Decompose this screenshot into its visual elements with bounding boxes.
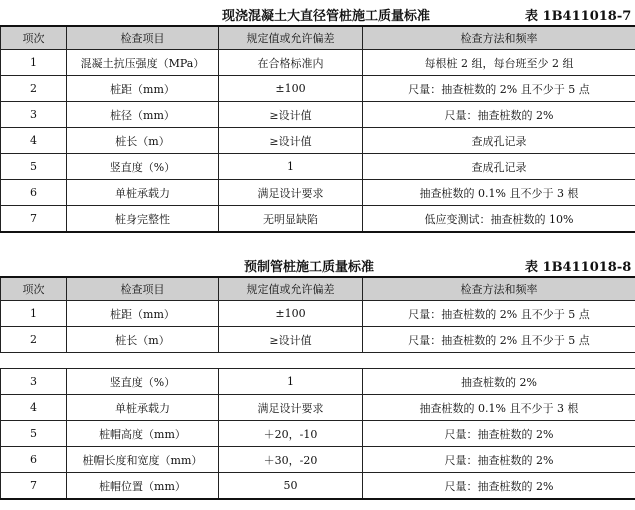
table2-code: 表 1B411018-8	[525, 260, 632, 275]
cell-item: 桩长（m）	[67, 128, 219, 154]
header-cell: 检查项目	[67, 26, 219, 50]
cell-no: 2	[1, 327, 67, 353]
table-row	[1, 50, 635, 76]
cell-no: 1	[1, 50, 67, 76]
cell-no: 5	[1, 154, 67, 180]
cell-no: 4	[1, 128, 67, 154]
cell-no: 6	[1, 180, 67, 206]
table2-body-b	[1, 369, 635, 500]
table-row	[1, 369, 635, 395]
table1	[0, 25, 635, 233]
cell-no: 2	[1, 76, 67, 102]
cell-method: 查成孔记录	[363, 154, 635, 180]
cell-item: 竖直度（%）	[67, 369, 219, 395]
cell-item: 桩距（mm）	[67, 76, 219, 102]
cell-item: 桩身完整性	[67, 206, 219, 233]
cell-method: 尺量：抽查桩数的 2%	[363, 447, 635, 473]
table-row	[1, 421, 635, 447]
cell-spec: ＋30，-20	[219, 447, 363, 473]
cell-spec: 无明显缺陷	[219, 206, 363, 233]
header-cell: 项次	[1, 277, 67, 301]
cell-no: 7	[1, 473, 67, 500]
table2-title: 预制管桩施工质量标准	[244, 260, 375, 275]
cell-item: 混凝土抗压强度（MPa）	[67, 50, 219, 76]
cell-method: 抽查桩数的 0.1% 且不少于 3 根	[363, 395, 635, 421]
table-row	[1, 206, 635, 233]
cell-item: 竖直度（%）	[67, 154, 219, 180]
cell-item: 桩径（mm）	[67, 102, 219, 128]
cell-method: 尺量：抽查桩数的 2% 且不少于 5 点	[363, 301, 635, 327]
cell-method: 抽查桩数的 2%	[363, 369, 635, 395]
cell-spec: ±100	[219, 301, 363, 327]
cell-method: 查成孔记录	[363, 128, 635, 154]
header-cell: 检查方法和频率	[363, 277, 635, 301]
table-row	[1, 154, 635, 180]
cell-method: 尺量：抽查桩数的 2%	[363, 473, 635, 500]
table2-part-a	[0, 276, 635, 353]
cell-no: 1	[1, 301, 67, 327]
cell-item: 桩距（mm）	[67, 301, 219, 327]
cell-item: 桩帽长度和宽度（mm）	[67, 447, 219, 473]
table-row	[1, 180, 635, 206]
table-row	[1, 301, 635, 327]
header-cell: 项次	[1, 26, 67, 50]
header-cell: 规定值或允许偏差	[219, 277, 363, 301]
cell-method: 抽查桩数的 0.1% 且不少于 3 根	[363, 180, 635, 206]
cell-method: 尺量：抽查桩数的 2% 且不少于 5 点	[363, 76, 635, 102]
table2-header-row	[1, 277, 635, 301]
cell-spec: ≥设计值	[219, 102, 363, 128]
cell-spec: ≥设计值	[219, 327, 363, 353]
cell-spec: ＋20，-10	[219, 421, 363, 447]
cell-method: 尺量：抽查桩数的 2% 且不少于 5 点	[363, 327, 635, 353]
cell-spec: 满足设计要求	[219, 180, 363, 206]
cell-item: 桩长（m）	[67, 327, 219, 353]
cell-method: 每根桩 2 组，每台班至少 2 组	[363, 50, 635, 76]
cell-spec: ±100	[219, 76, 363, 102]
table1-title-row	[0, 2, 635, 24]
cell-no: 3	[1, 369, 67, 395]
header-cell: 规定值或允许偏差	[219, 26, 363, 50]
cell-method: 尺量：抽查桩数的 2%	[363, 421, 635, 447]
table-row	[1, 102, 635, 128]
cell-no: 5	[1, 421, 67, 447]
cell-method: 低应变测试：抽查桩数的 10%	[363, 206, 635, 233]
table2-body-a	[1, 301, 635, 353]
cell-no: 4	[1, 395, 67, 421]
cell-spec: 满足设计要求	[219, 395, 363, 421]
header-cell: 检查项目	[67, 277, 219, 301]
table1-title: 现浇混凝土大直径管桩施工质量标准	[222, 9, 431, 24]
table-row	[1, 327, 635, 353]
cell-spec: 50	[219, 473, 363, 500]
cell-no: 7	[1, 206, 67, 233]
cell-item: 桩帽位置（mm）	[67, 473, 219, 500]
cell-spec: ≥设计值	[219, 128, 363, 154]
cell-item: 桩帽高度（mm）	[67, 421, 219, 447]
table-row	[1, 473, 635, 500]
table1-code: 表 1B411018-7	[525, 9, 632, 24]
cell-item: 单桩承载力	[67, 395, 219, 421]
cell-no: 3	[1, 102, 67, 128]
table1-header-row	[1, 26, 635, 50]
cell-no: 6	[1, 447, 67, 473]
cell-spec: 1	[219, 154, 363, 180]
header-cell: 检查方法和频率	[363, 26, 635, 50]
table-row	[1, 128, 635, 154]
table1-body	[1, 50, 635, 233]
cell-spec: 在合格标准内	[219, 50, 363, 76]
cell-method: 尺量：抽查桩数的 2%	[363, 102, 635, 128]
cell-spec: 1	[219, 369, 363, 395]
table-row	[1, 395, 635, 421]
table-row	[1, 447, 635, 473]
table-row	[1, 76, 635, 102]
table2-title-row	[0, 253, 635, 275]
table2-part-b	[0, 368, 635, 500]
cell-item: 单桩承载力	[67, 180, 219, 206]
